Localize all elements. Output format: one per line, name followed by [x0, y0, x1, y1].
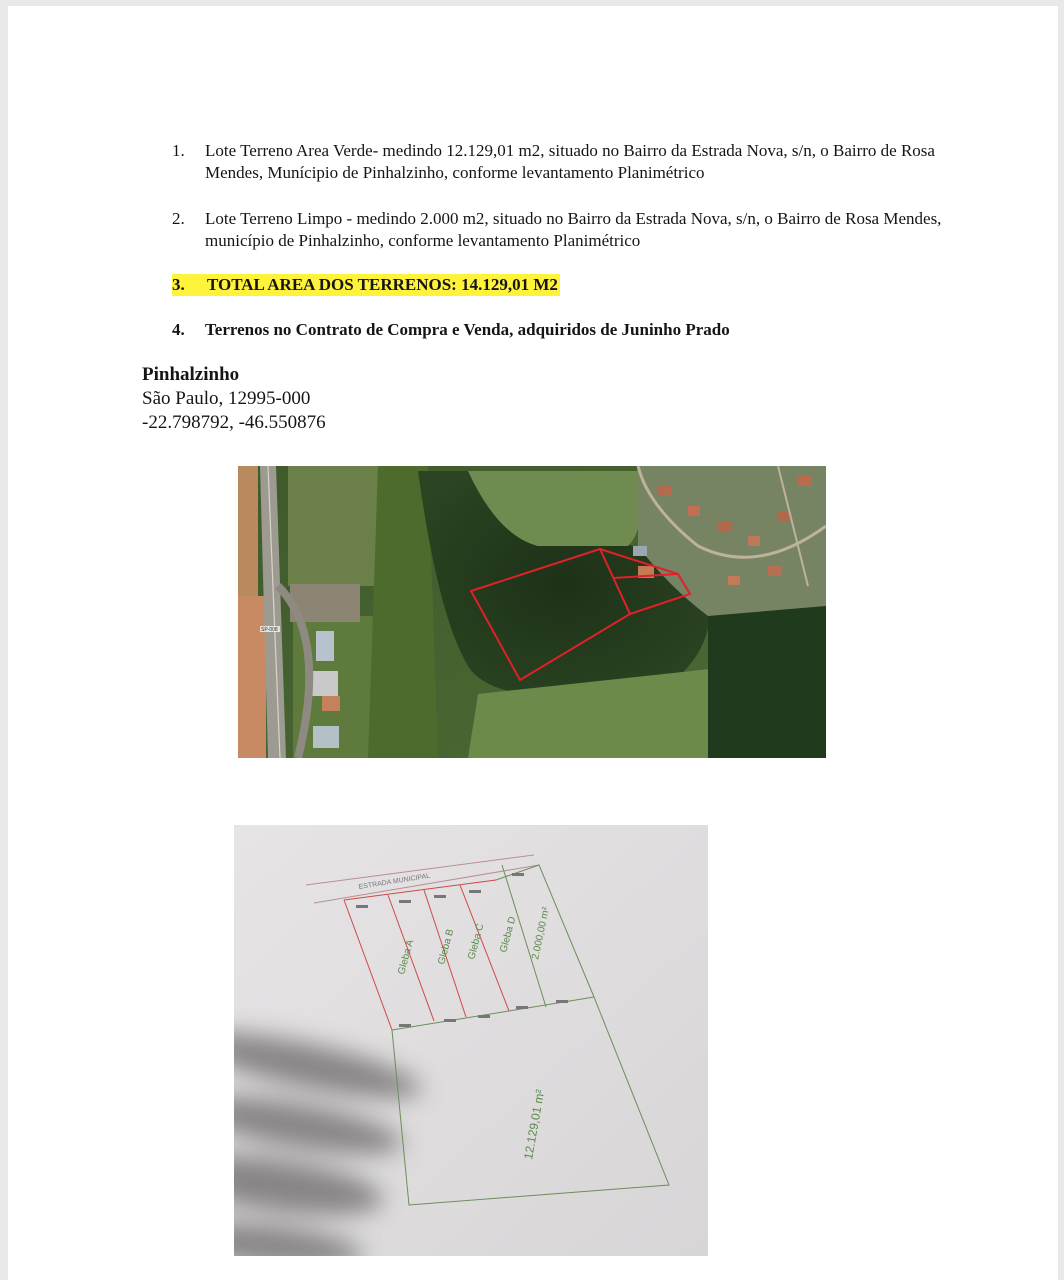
small-lot-area: 2.000,00 m² [530, 906, 553, 961]
list-item-3-total [172, 274, 942, 298]
list-item-4 [172, 319, 942, 343]
list-number: 2. [172, 209, 185, 228]
address-city: Pinhalzinho [142, 364, 240, 385]
gleba-d-label: Gleba D [498, 915, 519, 954]
large-lot-area: 12.129,01 m² [521, 1088, 548, 1161]
address-state-zip: São Paulo, 12995-000 [142, 388, 311, 409]
gleba-a-label: Gleba A [396, 938, 417, 976]
list-text: Lote Terreno Limpo - medindo 2.000 m2, situado no Bairro da Estrada Nova, s/n, o Bairro de Rosa Mendes, município de Pinhalzinho, conforme levantamento Planimétrico [205, 209, 942, 250]
address-coordinates: -22.798792, -46.550876 [142, 412, 326, 433]
list-number: 3. [172, 275, 185, 294]
highlighted-total [172, 274, 560, 296]
document-page [8, 6, 1058, 1280]
gleba-c-label: Gleba C [466, 922, 487, 961]
survey-plan-image [234, 825, 708, 1256]
list-number: 4. [172, 320, 185, 339]
gleba-b-label: Gleba B [436, 928, 457, 966]
list-number: 1. [172, 141, 185, 160]
list-item-1 [172, 140, 942, 186]
list-text: Lote Terreno Area Verde- medindo 12.129,01 m2, situado no Bairro da Estrada Nova, s/n, o Bairro de Rosa Mendes, Munícipio de Pinhalzinho, conforme levantamento Planimétrico [205, 141, 935, 182]
list-text: TOTAL AREA DOS TERRENOS: 14.129,01 M2 [206, 275, 558, 294]
road-label: SP-008 [261, 627, 278, 633]
satellite-image [238, 466, 826, 758]
list-item-2 [172, 208, 942, 254]
plan-road-label: ESTRADA MUNICIPAL [358, 872, 431, 891]
list-text: Terrenos no Contrato de Compra e Venda, adquiridos de Juninho Prado [205, 320, 730, 339]
